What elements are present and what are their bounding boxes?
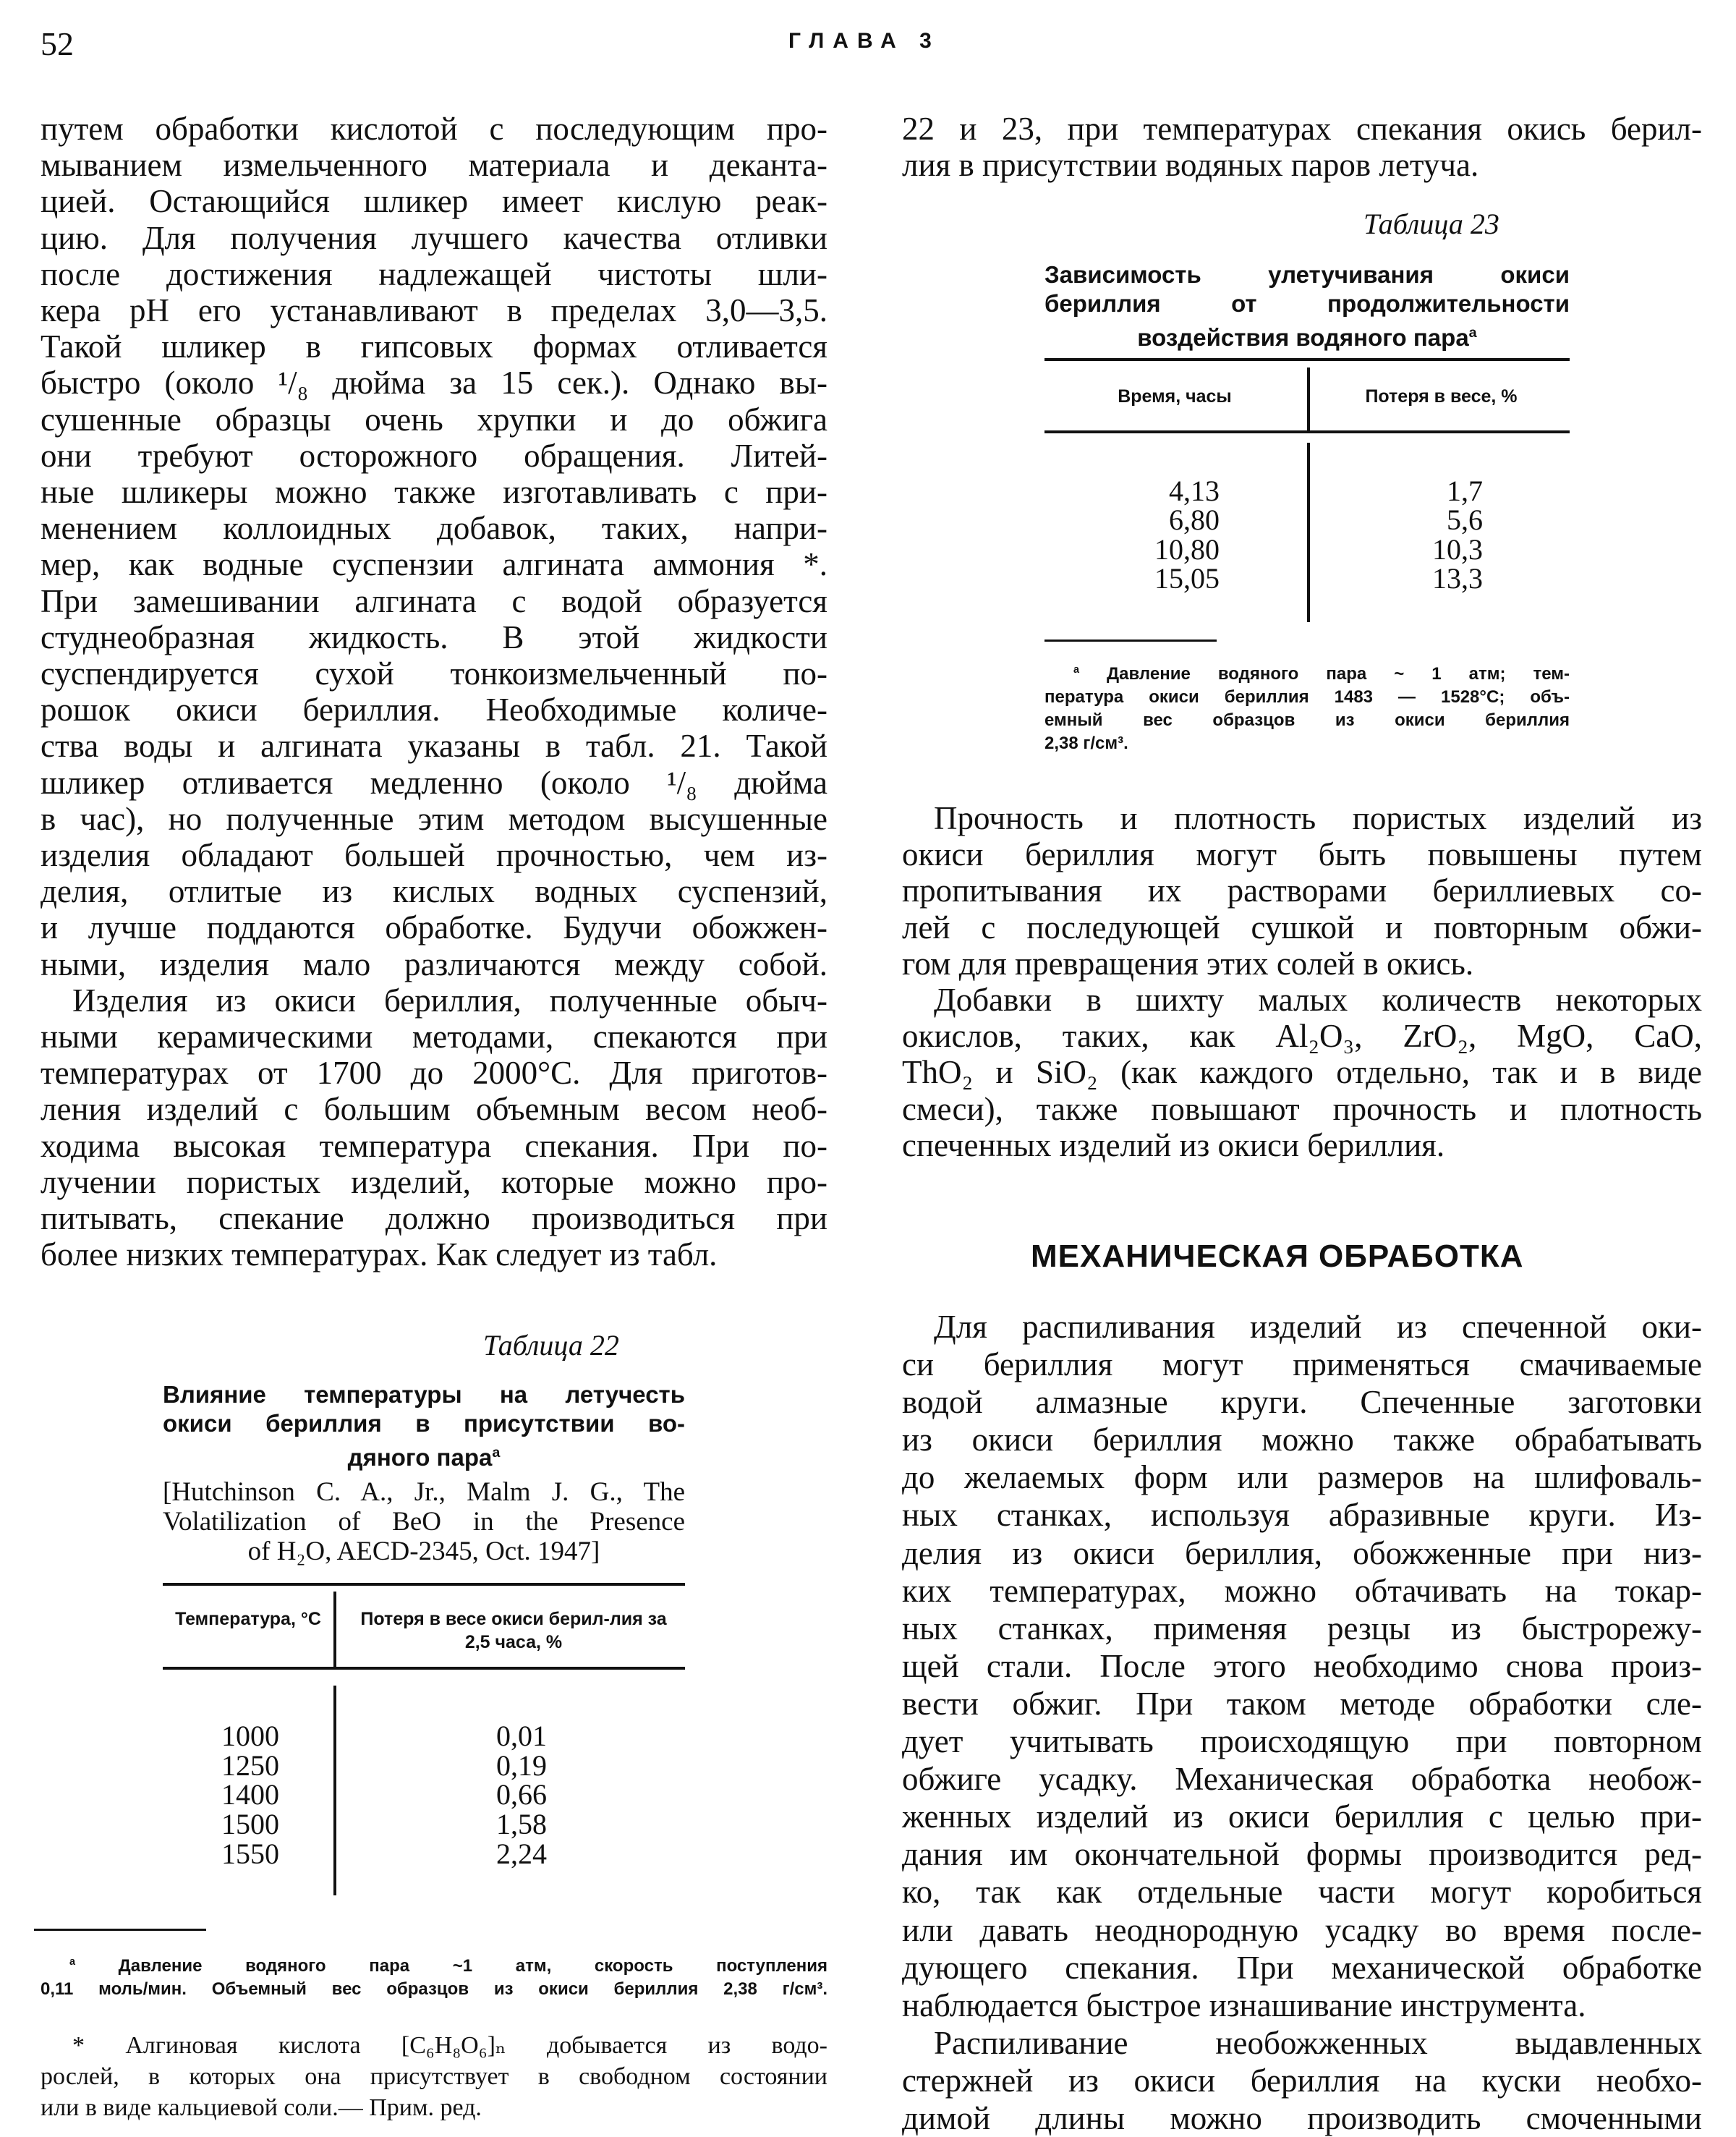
footnote-line: * Алгиновая кислота [C₆H₈O₆]ₙ добывается из водо- bbox=[72, 2032, 827, 2059]
table-cell: 13,3 bbox=[1432, 561, 1483, 595]
star-footnote bbox=[41, 2030, 827, 2123]
column-divider bbox=[1307, 368, 1310, 431]
text-line: ких температурах, можно обтачивать на токар- bbox=[902, 1572, 1702, 1609]
table-caption: Таблица 22 bbox=[483, 1329, 619, 1361]
footnote-line: или в виде кальциевой соли.— Прим. ред. bbox=[41, 2094, 482, 2121]
reference-line: [Hutchinson C. A., Jr., Malm J. G., The bbox=[163, 1477, 685, 1507]
table-cell: 1400 bbox=[221, 1778, 279, 1811]
text-line: цию. Для получения лучшего качества отливки bbox=[41, 219, 827, 256]
text-line: Прочность и плотность пористых изделий из bbox=[934, 800, 1702, 836]
text-line: окиси бериллия могут быть повышены путем bbox=[902, 836, 1702, 873]
table-cell: 15,05 bbox=[1154, 561, 1220, 595]
footnote-line: $^a$ Давление водяного пара ~ 1 атм; тем- bbox=[1073, 664, 1570, 684]
text-line: студнеобразная жидкость. В этой жидкости bbox=[41, 619, 827, 655]
table-cell: 5,6 bbox=[1447, 504, 1483, 537]
table-top-rule bbox=[1044, 358, 1570, 361]
title-line: воздействия водяного пара$^a$ bbox=[1137, 324, 1477, 351]
text-line: изделия обладают большей прочностью, чем из- bbox=[41, 837, 827, 874]
text-line: си бериллия могут применяться смачиваемые bbox=[902, 1346, 1702, 1383]
text-line: При замешивании алгината с водой образуется bbox=[41, 582, 827, 619]
reference-line: Volatilization of BeO in the Presence bbox=[163, 1507, 685, 1537]
table-cell: 1550 bbox=[221, 1837, 279, 1870]
title-line: бериллия от продолжительности bbox=[1044, 290, 1570, 317]
title-line: Влияние температуры на летучесть bbox=[163, 1381, 685, 1408]
text-line: обжиге усадку. Механическая обработка необож- bbox=[902, 1761, 1702, 1798]
text-line: до желаемых форм или размеров на шлифоваль- bbox=[902, 1459, 1702, 1496]
title-line: Зависимость улетучивания окиси bbox=[1044, 261, 1570, 288]
text-line: водой алмазные круги. Спеченные заготовки bbox=[902, 1384, 1702, 1421]
text-line: 22 и 23, при температурах спекания окись берил- bbox=[902, 111, 1702, 147]
section-heading: МЕХАНИЧЕСКАЯ ОБРАБОТКА bbox=[1031, 1239, 1524, 1274]
text-line: лучении пористых изделий, которые можно про- bbox=[41, 1163, 827, 1200]
table-top-rule bbox=[163, 1583, 685, 1586]
text-line: Изделия из окиси бериллия, полученные обыч- bbox=[72, 982, 827, 1019]
text-line: менением коллоидных добавок, таких, напри- bbox=[41, 510, 827, 547]
text-line: суспендируется сухой тонкоизмельченный по- bbox=[41, 655, 827, 692]
table-cell: 6,80 bbox=[1169, 504, 1220, 537]
text-line: ные шликеры можно также изготавливать с при- bbox=[41, 474, 827, 511]
text-line: рошок окиси бериллия. Необходимые количе- bbox=[41, 692, 827, 728]
text-line: температурах от 1700 до 2000°С. Для приготов- bbox=[41, 1055, 827, 1092]
table-cell: 0,19 bbox=[496, 1749, 547, 1782]
text-line: смеси), также повышают прочность и плотность bbox=[902, 1090, 1702, 1127]
text-line: спеченных изделий из окиси бериллия. bbox=[902, 1126, 1445, 1163]
text-line: или давать неоднородную усадку во время после- bbox=[902, 1911, 1702, 1948]
text-line: делия из окиси бериллия, обожженные при низ- bbox=[902, 1534, 1702, 1571]
text-line: наблюдается быстрое изнашивание инструмента. bbox=[902, 1987, 1586, 2023]
table-caption: Таблица 23 bbox=[1363, 208, 1499, 240]
text-line: лей с последующей сушкой и повторным обжи- bbox=[902, 909, 1702, 946]
title-line: дяного пара$^a$ bbox=[347, 1444, 501, 1471]
table-reference bbox=[163, 1477, 685, 1566]
footnote-line: пература окиси бериллия 1483 — 1528°С; объ- bbox=[1044, 687, 1570, 707]
left-column-text bbox=[41, 111, 827, 1273]
text-line: после достижения надлежащей чистоты шли- bbox=[41, 255, 827, 292]
table-cell: 10,80 bbox=[1154, 532, 1220, 566]
table-cell: 1000 bbox=[221, 1720, 279, 1752]
table-cell: 1,58 bbox=[496, 1808, 547, 1841]
right-intro-text bbox=[902, 111, 1702, 183]
text-line: ко, так как отдельные части могут коробиться bbox=[902, 1874, 1702, 1911]
page-number: 52 bbox=[41, 25, 74, 62]
reference-line: of H₂O, AECD-2345, Oct. 1947] bbox=[247, 1537, 600, 1566]
table-cell: 2,24 bbox=[496, 1837, 547, 1870]
text-line: ходима высокая температура спекания. При по- bbox=[41, 1127, 827, 1164]
column-header: Температура, °С bbox=[175, 1609, 321, 1629]
table-cell: 10,3 bbox=[1432, 532, 1483, 566]
text-line: Распиливание необожженных выдавленных bbox=[934, 2024, 1702, 2061]
text-line: женных изделий из окиси бериллия с целью при- bbox=[902, 1798, 1702, 1835]
column-divider bbox=[1307, 443, 1310, 622]
text-line: стержней из окиси бериллия на куски необхо- bbox=[902, 2062, 1702, 2099]
text-line: дующего спекания. При механической обработке bbox=[902, 1949, 1702, 1986]
footnote-line: рослей, в которых она присутствует в свободном состоянии bbox=[41, 2063, 827, 2090]
column-divider bbox=[333, 1686, 336, 1895]
text-line: ными керамическими методами, спекаются при bbox=[41, 1019, 827, 1055]
column-divider bbox=[333, 1592, 336, 1668]
table-cell: 0,66 bbox=[496, 1778, 547, 1811]
table-cell: 1250 bbox=[221, 1749, 279, 1782]
text-line: димой длины можно производить смоченными bbox=[902, 2099, 1702, 2136]
table-header-rule bbox=[1044, 430, 1570, 433]
text-line: быстро (около ¹/₈ дюйма за 15 сек.). Однако вы- bbox=[41, 365, 827, 402]
text-line: более низких температурах. Как следует из табл. bbox=[41, 1236, 718, 1273]
text-line: они требуют осторожного обращения. Литей- bbox=[41, 437, 827, 474]
text-line: вести обжиг. При таком методе обработки сле- bbox=[902, 1685, 1702, 1722]
text-line: кера pH его устанавливают в пределах 3,0—3,5. bbox=[41, 292, 827, 329]
text-line: сушенные образцы очень хрупки и до обжига bbox=[41, 401, 827, 438]
text-line: из окиси бериллия можно также обрабатывать bbox=[902, 1422, 1702, 1458]
column-header: Потеря в весе, % bbox=[1365, 386, 1518, 407]
table-title bbox=[1044, 260, 1570, 352]
column-header: Время, часы bbox=[1118, 386, 1232, 407]
footnote-line: 2,38 г/см³. bbox=[1044, 734, 1128, 753]
table-cell: 0,01 bbox=[496, 1720, 547, 1752]
table-title bbox=[163, 1380, 685, 1472]
text-line: ления изделий с большим объемным весом необ- bbox=[41, 1091, 827, 1128]
text-line: Такой шликер в гипсовых формах отливается bbox=[41, 328, 827, 365]
text-line: мер, как водные суспензии алгината аммония *. bbox=[41, 546, 827, 583]
table-footnote bbox=[41, 1950, 827, 2001]
table-footnote bbox=[1044, 658, 1570, 755]
footnote-line: $^a$ Давление водяного пара ~1 атм, скорость поступления bbox=[69, 1956, 828, 1976]
text-line: цией. Остающийся шликер имеет кислую реак- bbox=[41, 183, 827, 220]
text-line: дания им окончательной формы производится ред- bbox=[902, 1836, 1702, 1873]
table-cell: 1,7 bbox=[1447, 475, 1483, 507]
text-line: мыванием измельченного материала и деканта- bbox=[41, 147, 827, 184]
text-line: Для распиливания изделий из спеченной оки- bbox=[934, 1309, 1702, 1345]
footnote-line: емный вес образцов из окиси бериллия bbox=[1044, 710, 1570, 730]
footnote-line: 0,11 моль/мин. Объемный вес образцов из окиси бериллия 2,38 г/см³. bbox=[41, 1979, 827, 1999]
column-header: Потеря в весе окиси берил-лия за 2,5 часа, % bbox=[360, 1609, 667, 1652]
text-line: дует учитывать происходящую при повторном bbox=[902, 1723, 1702, 1760]
text-line: пропитывания их растворами бериллиевых со- bbox=[902, 872, 1702, 909]
running-head: ГЛАВА 3 bbox=[788, 29, 940, 53]
table-cell: 4,13 bbox=[1169, 475, 1220, 507]
text-line: шликер отливается медленно (около ¹/₈ дюйма bbox=[41, 764, 827, 801]
text-line: в час), но полученные этим методом высушенные bbox=[41, 800, 827, 837]
text-line: щей стали. После этого необходимо снова произ- bbox=[902, 1647, 1702, 1684]
text-line: и лучше поддаются обработке. Будучи обожжен- bbox=[41, 909, 827, 946]
additives-paragraph bbox=[902, 982, 1702, 1163]
title-line: окиси бериллия в присутствии во- bbox=[163, 1410, 685, 1437]
footnote-rule bbox=[1044, 640, 1217, 642]
table-cell: 1500 bbox=[221, 1808, 279, 1841]
text-line: Добавки в шихту малых количеств некоторых bbox=[934, 982, 1702, 1018]
text-line: ства воды и алгината указаны в табл. 21. Такой bbox=[41, 728, 827, 765]
text-line: ThO₂ и SiO₂ (как каждого отдельно, так и в виде bbox=[902, 1054, 1702, 1091]
text-line: делия, отлитые из кислых водных суспензий, bbox=[41, 873, 827, 910]
text-line: ных станках, используя абразивные круги. Из- bbox=[902, 1497, 1702, 1534]
text-line: ных станках, применяя резцы из быстрорежу- bbox=[902, 1610, 1702, 1647]
table-header-rule bbox=[163, 1667, 685, 1670]
text-line: лия в присутствии водяных паров летуча. bbox=[902, 147, 1479, 184]
machining-paragraph bbox=[902, 1308, 1702, 2137]
text-line: окислов, таких, как Al₂O₃, ZrO₂, MgO, CaO, bbox=[902, 1018, 1702, 1055]
text-line: путем обработки кислотой с последующим про- bbox=[41, 111, 827, 147]
text-line: питывать, спекание должно производиться при bbox=[41, 1200, 827, 1237]
footnote-rule bbox=[34, 1929, 206, 1931]
text-line: гом для превращения этих солей в окись. bbox=[902, 945, 1474, 982]
strength-paragraph bbox=[902, 800, 1702, 982]
text-line: ными, изделия мало различаются между собой. bbox=[41, 946, 827, 982]
